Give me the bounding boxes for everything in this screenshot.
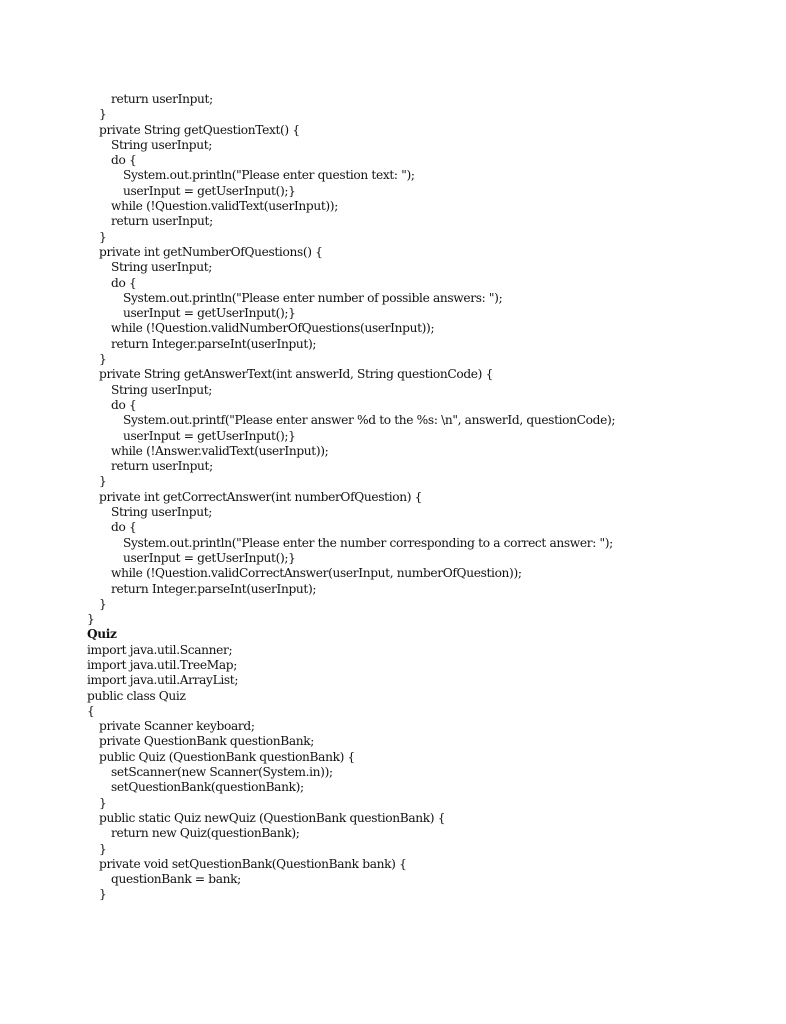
code-line: import java.util.Scanner; xyxy=(87,642,233,657)
code-line: questionBank = bank; xyxy=(111,872,241,887)
code-line: while (!Question.validNumberOfQuestions(userInput)); xyxy=(111,321,435,336)
code-line: return userInput; xyxy=(111,92,213,106)
code-line: userInput = getUserInput();} xyxy=(123,550,296,565)
code-line: String userInput; xyxy=(111,260,213,275)
code-line: public Quiz (QuestionBank questionBank) { xyxy=(99,749,355,764)
code-line: String userInput; xyxy=(111,137,213,152)
code-line: private String getAnswerText(int answerId, String questionCode) { xyxy=(99,367,493,382)
code-line: return userInput; xyxy=(111,459,213,474)
code-line: return Integer.parseInt(userInput); xyxy=(111,336,317,351)
code-line: import java.util.ArrayList; xyxy=(87,673,239,688)
code-line: System.out.println("Please enter question text: "); xyxy=(123,168,415,183)
code-line: } xyxy=(87,612,95,627)
code-line: } xyxy=(99,596,107,611)
code-line: return new Quiz(questionBank); xyxy=(111,826,300,841)
code-line: String userInput; xyxy=(111,505,213,520)
code-line: do { xyxy=(111,275,137,290)
code-line: do { xyxy=(111,153,137,168)
code-line: } xyxy=(99,352,107,367)
code-line: setQuestionBank(questionBank); xyxy=(111,780,304,795)
code-line: do { xyxy=(111,397,137,412)
code-line: while (!Question.validText(userInput)); xyxy=(111,199,338,214)
section-heading: Quiz xyxy=(87,627,117,642)
code-line: } xyxy=(99,229,107,244)
code-line: } xyxy=(99,107,107,122)
code-line: } xyxy=(99,841,107,856)
code-line: userInput = getUserInput();} xyxy=(123,183,296,198)
code-line: userInput = getUserInput();} xyxy=(123,428,296,443)
code-line: System.out.println("Please enter number of possible answers: "); xyxy=(123,290,503,305)
code-line: } xyxy=(99,474,107,489)
code-line: while (!Answer.validText(userInput)); xyxy=(111,443,329,458)
code-line: private int getNumberOfQuestions() { xyxy=(99,244,323,259)
code-line: } xyxy=(99,887,107,902)
code-line: while (!Question.validCorrectAnswer(userInput, numberOfQuestion)); xyxy=(111,566,522,581)
code-line: public class Quiz xyxy=(87,688,186,703)
code-line: do { xyxy=(111,520,137,535)
code-line: public static Quiz newQuiz (QuestionBank questionBank) { xyxy=(99,810,446,825)
code-line: private QuestionBank questionBank; xyxy=(99,734,315,749)
code-line: private Scanner keyboard; xyxy=(99,719,255,734)
code-line: return userInput; xyxy=(111,214,213,229)
code-line: import java.util.TreeMap; xyxy=(87,657,237,672)
code-line: String userInput; xyxy=(111,382,213,397)
code-line: System.out.println("Please enter the number corresponding to a correct answer: "); xyxy=(123,535,613,550)
code-listing xyxy=(87,92,767,903)
code-line: private int getCorrectAnswer(int numberOfQuestion) { xyxy=(99,489,423,504)
code-line: setScanner(new Scanner(System.in)); xyxy=(111,765,333,780)
code-line: System.out.printf("Please enter answer %d to the %s: \n", answerId, questionCode); xyxy=(123,413,616,428)
code-line: private String getQuestionText() { xyxy=(99,122,300,137)
code-line: userInput = getUserInput();} xyxy=(123,306,296,321)
code-line: } xyxy=(99,795,107,810)
code-line: private void setQuestionBank(QuestionBank bank) { xyxy=(99,856,407,871)
code-line: { xyxy=(87,703,95,718)
code-line: return Integer.parseInt(userInput); xyxy=(111,581,317,596)
